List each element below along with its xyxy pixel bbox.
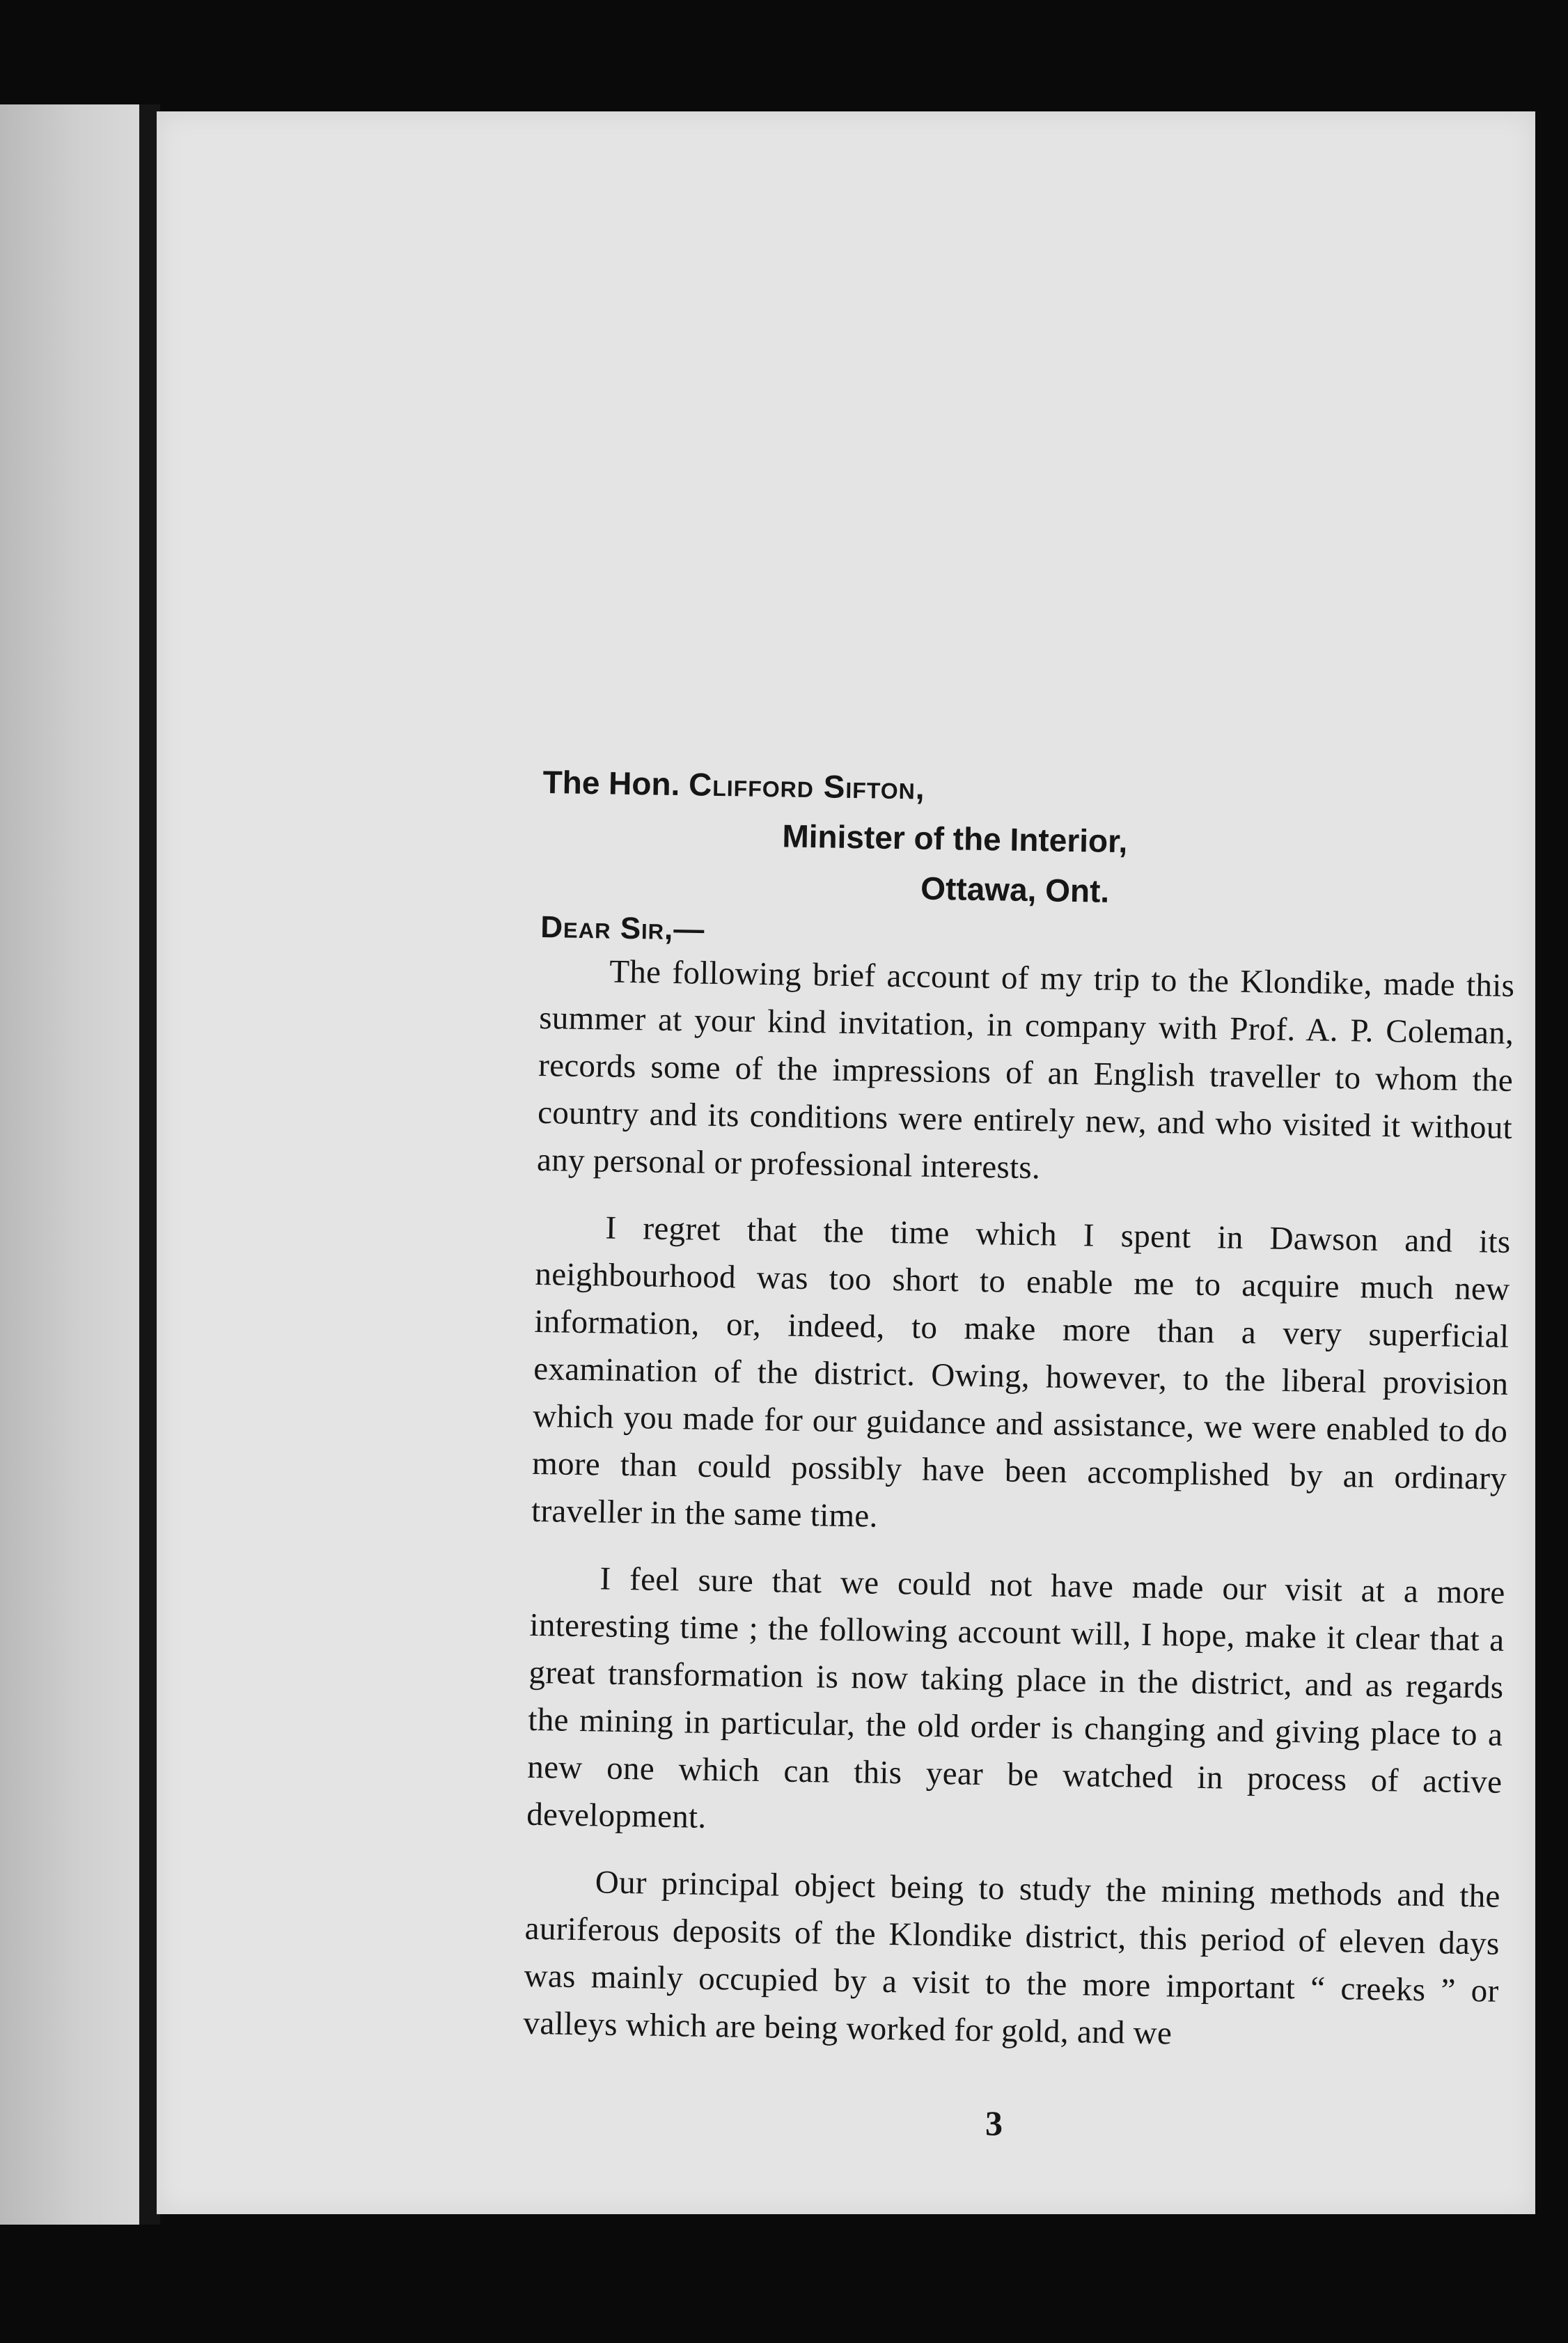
addressee-prefix: The Hon. xyxy=(542,764,689,803)
salutation: Dear Sir,— xyxy=(540,909,705,947)
page-number: 3 xyxy=(985,2103,1003,2142)
addressee-title: Minister of the Interior, xyxy=(782,817,1128,860)
addressee-name-line xyxy=(542,766,1518,813)
letter xyxy=(523,766,1518,2062)
addressee-location: Ottawa, Ont. xyxy=(920,870,1110,909)
left-page-edge xyxy=(0,104,143,2225)
page xyxy=(157,111,1535,2214)
paragraph-3: I feel sure that we could not have made our visit at a more interesting time ; the following account will, I hope, make it clear that a great transformation is now taking place in the district, and as regards the mining in particular, the old order is changing and giving place to a new one which can this year be watched in process of active development. xyxy=(526,1560,1505,1835)
paragraph-1: The following brief account of my trip to the Klondike, made this summer at your kind invitation, in company with Prof. A. P. Coleman, records some of the impressions of an English traveller to whom the country and its conditions were entirely new, and who visited it without any personal or professional interests. xyxy=(536,953,1515,1186)
paragraph-4: Our principal object being to study the mining methods and the auriferous deposits of the Klondike district, this period of eleven days was mainly occupied by a visit to the more important “ creeks ” or valleys which are being worked for gold, and we xyxy=(523,1864,1501,2052)
addressee-name: Clifford Sifton, xyxy=(688,766,926,806)
paragraph-2: I regret that the time which I spent in Dawson and its neighbourhood was too short to enable me to acquire much new information, or, indeed, to make more than a very superficial examination of the district. Owing, however, to the liberal provision which you made for our guidance and assistance, we were enabled to do more than could possibly have been accomplished by an ordinary traveller in the same time. xyxy=(531,1209,1511,1535)
